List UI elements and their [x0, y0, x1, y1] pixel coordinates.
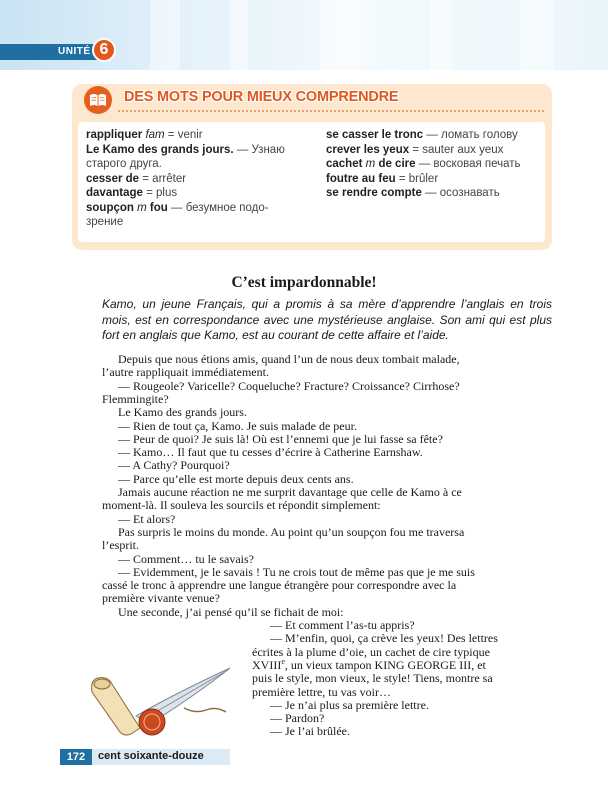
vocab-gender-tag: m — [137, 201, 147, 214]
vocab-definition: = sauter aux yeux — [409, 143, 504, 156]
vocab-term: foutre au feu — [326, 172, 396, 185]
vocab-entry — [326, 143, 521, 158]
vocab-entry — [86, 186, 285, 201]
vocab-term: Le Kamo des grands jours. — [86, 143, 234, 156]
story-line: Le Kamo des grands jours. — [118, 405, 247, 420]
story-line: — Evidemment, je le savais ! Tu ne crois tout de même pas que je me suis — [118, 564, 475, 579]
vocab-entry — [86, 215, 285, 230]
vocab-term: cachet — [326, 158, 363, 170]
vocab-entry — [86, 201, 285, 216]
page-number: 172 — [60, 749, 92, 765]
story-line: l’autre rappliquait immédiatement. — [102, 365, 269, 380]
story-line: première vivante venue? — [102, 591, 220, 606]
vocab-definition: — восковая печать — [415, 158, 521, 170]
band-stripe — [320, 0, 360, 70]
page-number-words: cent soixante-douze — [98, 750, 204, 762]
vocab-definition: зрение — [86, 216, 124, 228]
story-line: — Comment… tu le savais? — [118, 551, 254, 566]
quill-seal-illustration — [80, 640, 240, 740]
vocab-gender-tag: fam — [145, 129, 165, 141]
story-text: , un vieux tampon KING GEORGE III, et — [284, 657, 486, 672]
vocab-term: crever les yeux — [326, 143, 410, 156]
vocab-term: davantage — [86, 187, 143, 199]
vocab-term: de cire — [378, 158, 416, 170]
story-line: puis le style, mon vieux, le style! Tiens, montre sa — [252, 671, 493, 686]
vocab-entry — [86, 128, 285, 143]
book-icon — [84, 86, 112, 114]
vocab-definition: — ломать голову — [423, 129, 518, 141]
vocab-term: soupçon — [86, 201, 134, 214]
story-line: — A Cathy? Pourquoi? — [118, 458, 230, 473]
story-line: Pas surpris le moins du monde. Au point qu’un soupçon fou me traversa — [118, 524, 465, 539]
vocab-entry — [326, 157, 521, 172]
story-line: cassé le tronc à apprendre une langue étrangère pour correspondre avec la — [102, 578, 457, 593]
unit-label: UNITÉ — [58, 46, 91, 57]
story-line: Depuis que nous étions amis, quand l’un de nous deux tombait malade, — [118, 352, 460, 366]
vocab-column-left — [86, 128, 285, 230]
vocab-term: se rendre compte — [326, 187, 422, 199]
vocab-definition: = arrêter — [139, 172, 187, 185]
vocab-entry — [326, 128, 521, 143]
band-stripe — [230, 0, 248, 70]
vocab-definition: = brûler — [395, 172, 439, 185]
story-line: — Peur de quoi? Je suis là! Où est l’ennemi que je lui fasse sa fête? — [118, 431, 443, 446]
vocab-definition: — осознавать — [421, 187, 500, 199]
story-text: XVIII — [252, 657, 282, 672]
band-stripe — [430, 0, 452, 70]
story-line: — Et comment l’as-tu appris? — [270, 618, 415, 632]
vocab-entry — [86, 157, 285, 172]
story-line: écrites à la plume d’oie, un cachet de cire typique — [252, 644, 490, 659]
story-title: C’est impardonnable! — [231, 274, 377, 291]
vocab-divider — [118, 110, 544, 112]
unit-number-badge: 6 — [92, 38, 116, 62]
vocab-entry — [86, 143, 285, 158]
vocab-term: fou — [149, 201, 168, 214]
story-line: première lettre, tu vas voir… — [252, 684, 391, 699]
vocab-definition: — безумное подо- — [167, 201, 269, 214]
band-stripe — [520, 0, 554, 70]
story-line: moment-là. Il souleva les sourcils et répondit simplement: — [102, 498, 381, 513]
vocab-term: rappliquer — [86, 129, 143, 141]
story-line: — Et alors? — [118, 511, 176, 526]
story-line: Jamais aucune réaction ne me surprit davantage que celle de Kamo à ce — [118, 485, 462, 499]
superscript: e — [281, 656, 285, 666]
story-intro: Kamo, un jeune Français, qui a promis à sa mère d’apprendre l’anglais en trois mois, est en correspondance avec une mystérieuse anglaise. Son ami qui est plus fort en anglais que Kamo, est au courant de cette affaire et l’aide. — [102, 297, 552, 342]
story-line: — Parce qu’elle est morte depuis deux cents ans. — [118, 471, 354, 486]
vocab-term: cesser de — [86, 172, 140, 185]
story-line: — Pardon? — [270, 711, 325, 726]
story-line: — M’enfin, quoi, ça crève les yeux! Des lettres — [270, 631, 498, 646]
vocab-definition: = venir — [164, 129, 203, 141]
vocab-gender-tag: m — [365, 158, 376, 170]
story-line: l’esprit. — [102, 538, 139, 553]
vocab-title: DES MOTS POUR MIEUX COMPRENDRE — [124, 89, 399, 105]
band-stripe — [150, 0, 180, 70]
story-line: — Je n’ai plus sa première lettre. — [270, 697, 429, 712]
story-line: Flemmingite? — [102, 391, 169, 406]
vocab-term: se casser le tronc — [326, 129, 424, 141]
story-line: — Kamo… Il faut que tu cesses d’écrire à Catherine Earnshaw. — [118, 445, 423, 460]
story-line: Une seconde, j’ai pensé qu’il se fichait de moi: — [118, 604, 344, 619]
story-line: — Rien de tout ça, Kamo. Je suis malade de peur. — [118, 418, 357, 433]
vocab-definition: старого друга. — [86, 158, 162, 170]
vocab-entry — [326, 172, 521, 187]
vocab-entry — [86, 172, 285, 187]
vocab-entry — [326, 186, 521, 201]
story-line: — Rougeole? Varicelle? Coqueluche? Fracture? Croissance? Cirrhose? — [118, 378, 460, 393]
vocab-column-right — [326, 128, 521, 201]
vocab-definition: — Узнаю — [233, 143, 285, 156]
vocab-definition: = plus — [142, 187, 178, 199]
story-line: — Je l’ai brûlée. — [270, 724, 350, 739]
